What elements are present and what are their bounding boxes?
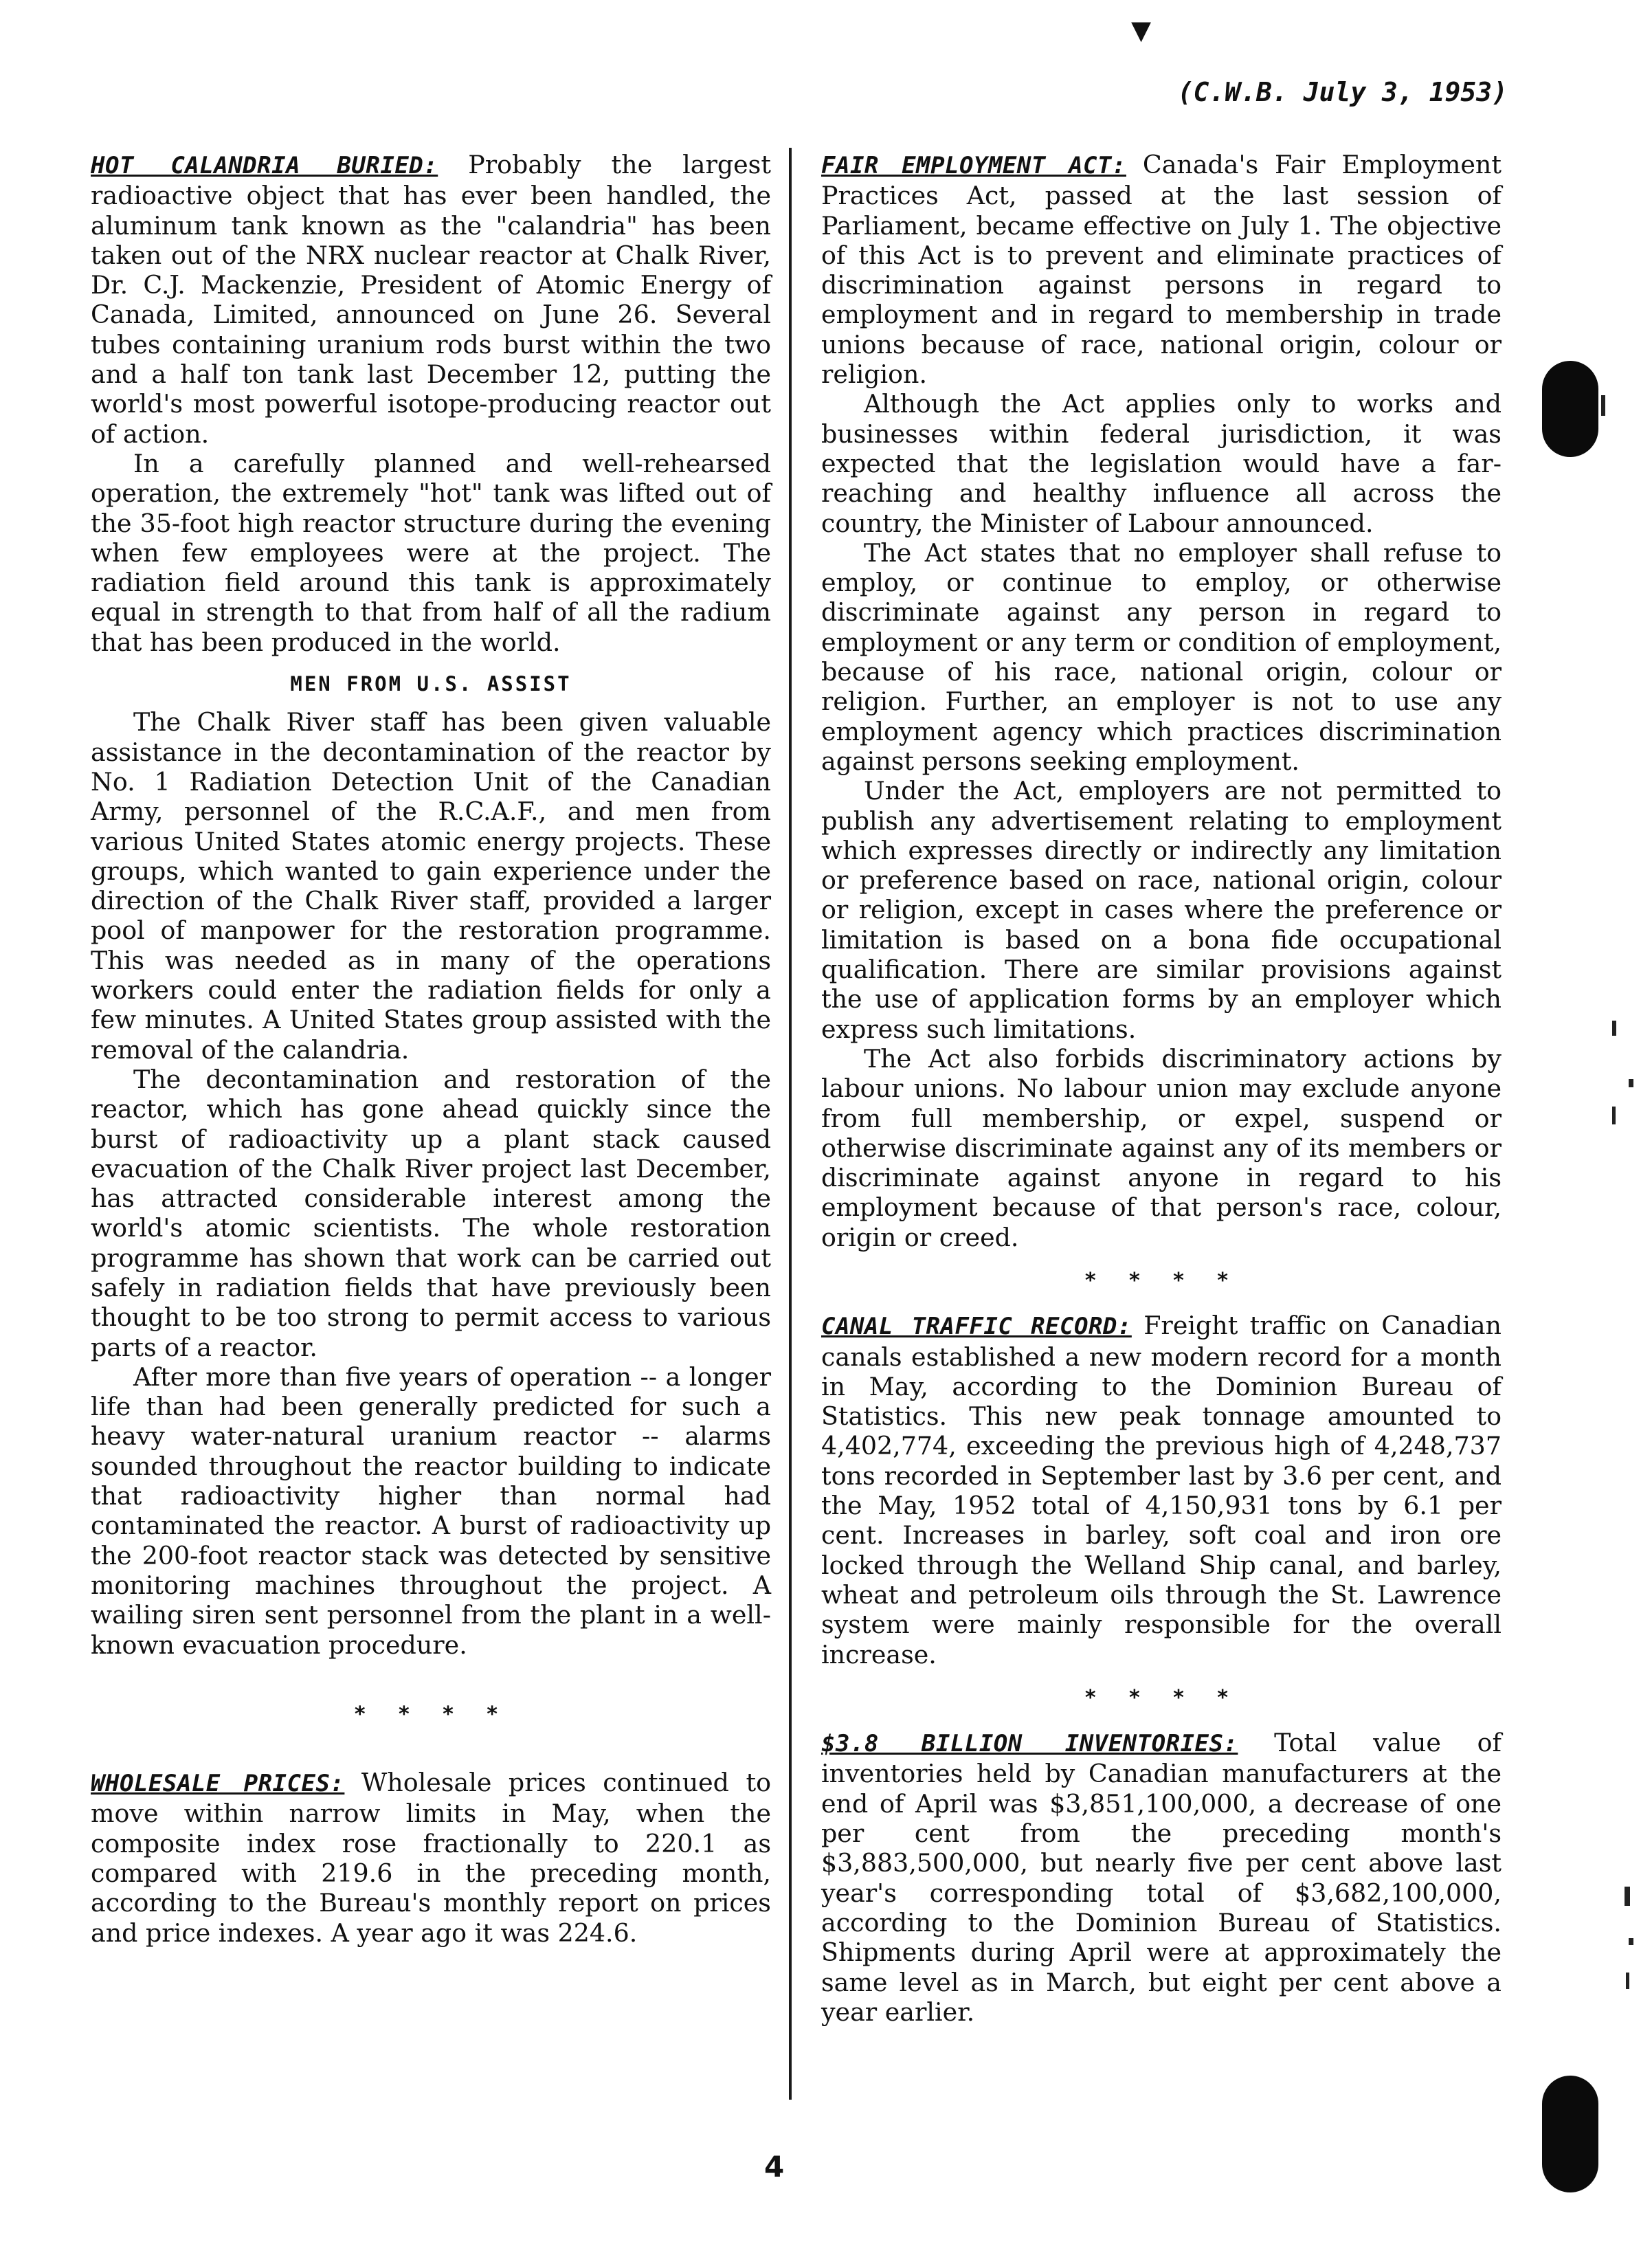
calandria-text-1: Probably the largest radioactive object that has ever been handled, the aluminum tank known as the "calandria" has been taken out of the NRX nuclear reactor at Chalk River, Dr. C.J. Mackenzie, President of Atomic Energy of Canada, Limited, announced on June 26. Several tubes containing uranium rods burst within the two and a half ton tank last December 12, putting the world's most powerful isotope-producing reactor out of action. bbox=[91, 150, 771, 449]
men-from-us-paragraph-2: The decontamination and restoration of the reactor, which has gone ahead quickly since the burst of radioactivity up a plant stack caused evacuation of the Chalk River project last December, has attracted considerable interest among the world's atomic scientists. The whole restoration programme has shown that work can be carried out safely in radiation fields that have previously been thought to be too strong to permit access to various parts of a reactor. bbox=[91, 1064, 771, 1362]
wholesale-text: Wholesale prices continued to move within narrow limits in May, when the composite index rose fractionally to 220.1 as compared with 219.6 in the preceding month, according to the Bureau's monthly report on prices and price indexes. A year ago it was 224.6. bbox=[91, 1768, 771, 1948]
scan-speck bbox=[1612, 1107, 1616, 1124]
men-from-us-subheading: MEN FROM U.S. ASSIST bbox=[290, 672, 572, 696]
fair-employment-heading: FAIR EMPLOYMENT ACT: bbox=[821, 152, 1126, 179]
left-column bbox=[91, 150, 771, 1948]
inventories-paragraph bbox=[821, 1728, 1502, 2027]
bulletin-citation: (C.W.B. July 3, 1953) bbox=[1177, 77, 1508, 107]
fair-employment-paragraph-1 bbox=[821, 150, 1502, 389]
canal-paragraph bbox=[821, 1311, 1502, 1669]
canal-heading: CANAL TRAFFIC RECORD: bbox=[821, 1313, 1132, 1341]
fair-employment-paragraph-3: The Act states that no employer shall refuse to employ, or continue to employ, or otherwise discriminate against any person in regard to employment or any term or condition of employment, because of his race, national origin, colour or religion. Further, an employer is not to use any employment agency which practices discrimination against persons seeking employment. bbox=[821, 537, 1502, 776]
fair-employment-paragraph-4: Under the Act, employers are not permitted to publish any advertisement relating to employment which expresses directly or indirectly any limitation or preference based on race, national origin, colour or religion, except in cases where the preference or limitation is based on a bona fide occupational qualification. There are similar provisions against the use of application forms by an employer which express such limitations. bbox=[821, 776, 1502, 1044]
right-column bbox=[821, 150, 1502, 2027]
scan-speck bbox=[1629, 1079, 1633, 1087]
wholesale-paragraph bbox=[91, 1768, 771, 1948]
page-number: 4 bbox=[764, 2150, 785, 2184]
section-separator: * * * * bbox=[353, 1702, 509, 1726]
canal-text: Freight traffic on Canadian canals established a new modern record for a month in May, according to the Dominion Bureau of Statistics. This new peak tonnage amounted to 4,402,774, exceeding the previous high of 4,248,737 tons recorded in September last by 3.6 per cent, and the May, 1952 total of 4,150,931 tons by 6.1 per cent. Increases in barley, soft coal and iron ore locked through the Welland Ship canal, and barley, wheat and petroleum oils through the St. Lawrence system were mainly responsible for the overall increase. bbox=[821, 1311, 1502, 1669]
column-divider bbox=[789, 148, 792, 2100]
scan-speck bbox=[1625, 1887, 1630, 1906]
inventories-heading: $3.8 BILLION INVENTORIES: bbox=[821, 1730, 1238, 1758]
men-from-us-paragraph-1: The Chalk River staff has been given valuable assistance in the decontamination of the reactor by No. 1 Radiation Detection Unit of the Canadian Army, personnel of the R.C.A.F., and men from various United States atomic energy projects. These groups, which wanted to gain experience under the direction of the Chalk River staff, provided a larger pool of manpower for the restoration programme. This was needed as in many of the operations workers could enter the radiation fields for only a few minutes. A United States group assisted with the removal of the calandria. bbox=[91, 707, 771, 1065]
scan-speck bbox=[1626, 1973, 1629, 1989]
scan-speck bbox=[1612, 1021, 1616, 1036]
top-mark: ▾ bbox=[1131, 5, 1152, 52]
men-from-us-paragraph-3: After more than five years of operation -- a longer life than had been generally predicted for such a heavy water-natural uranium reactor -- alarms sounded throughout the reactor building to indicate that radioactivity higher than normal had contaminated the reactor. A burst of radioactivity up the 200-foot reactor stack was detected by sensitive monitoring machines throughout the project. A wailing siren sent personnel from the plant in a well-known evacuation procedure. bbox=[91, 1362, 771, 1660]
binder-hole-mark bbox=[1542, 361, 1598, 457]
fair-employment-paragraph-5: The Act also forbids discriminatory actions by labour unions. No labour union may exclude anyone from full membership, or expel, suspend or otherwise discriminate against any of its members or discriminate against anyone in regard to his employment because of that person's race, colour, origin or creed. bbox=[821, 1043, 1502, 1252]
binder-hole-mark bbox=[1542, 2076, 1598, 2192]
scan-speck bbox=[1601, 395, 1605, 416]
inventories-text: Total value of inventories held by Canadian manufacturers at the end of April was $3,851,100,000, a decrease of one per cent from the preceding month's $3,883,500,000, but nearly five per cent above last year's corresponding total of $3,682,100,000, according to the Dominion Bureau of Statistics. Shipments during April were at approximately the same level as in March, but eight per cent above a year earlier. bbox=[821, 1728, 1502, 2027]
section-separator: * * * * bbox=[1084, 1685, 1239, 1710]
calandria-paragraph-1 bbox=[91, 150, 771, 449]
calandria-heading: HOT CALANDRIA BURIED: bbox=[91, 152, 438, 179]
scan-speck bbox=[1629, 1938, 1633, 1945]
section-separator: * * * * bbox=[1084, 1268, 1239, 1293]
fair-employment-text-1: Canada's Fair Employment Practices Act, passed at the last session of Parliament, became effective on July 1. The objective of this Act is to prevent and eliminate practices of discrimination against persons in regard to employment and in regard to membership in trade unions because of race, national origin, colour or religion. bbox=[821, 150, 1502, 390]
wholesale-heading: WHOLESALE PRICES: bbox=[91, 1770, 345, 1798]
calandria-paragraph-2: In a carefully planned and well-rehearsed operation, the extremely "hot" tank was lifted out of the 35-foot high reactor structure during the evening when few employees were at the project. The radiation field around this tank is approximately equal in strength to that from half of all the radium that has been produced in the world. bbox=[91, 448, 771, 657]
fair-employment-paragraph-2: Although the Act applies only to works and businesses within federal jurisdiction, it was expected that the legislation would have a far-reaching and healthy influence all across the country, the Minister of Labour announced. bbox=[821, 389, 1502, 538]
